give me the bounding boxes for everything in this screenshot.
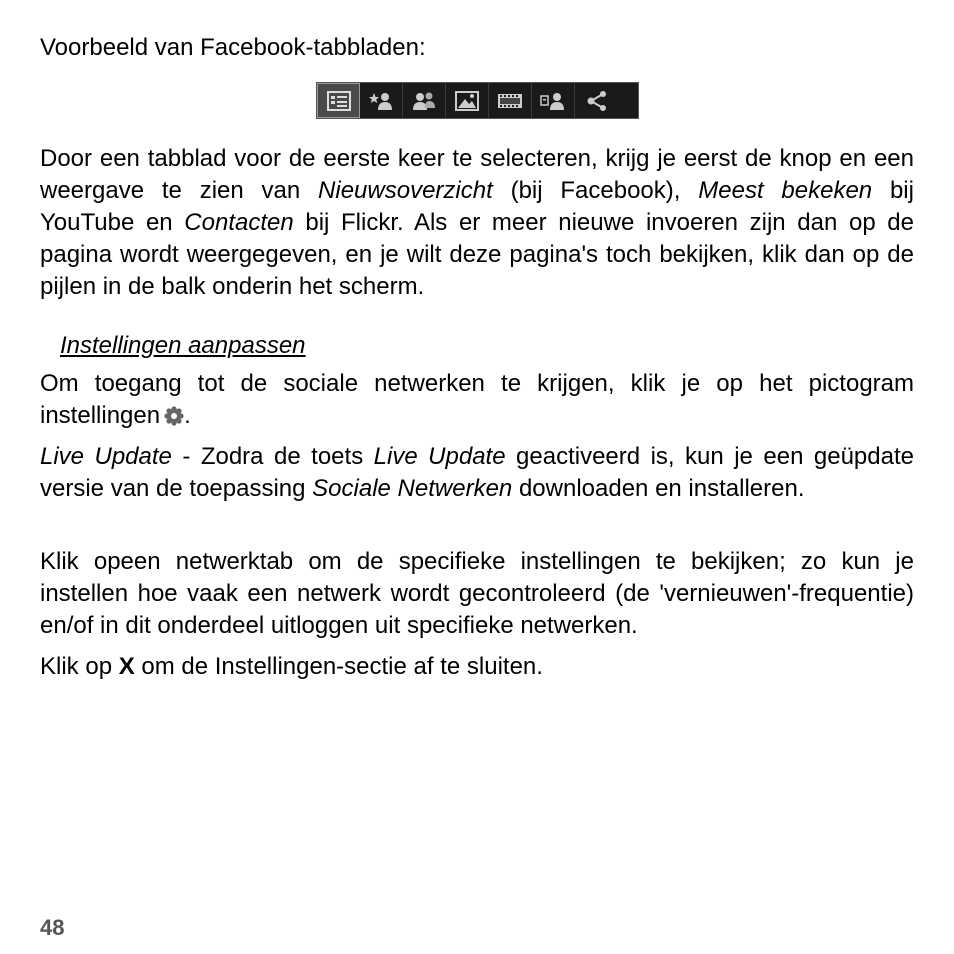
profile-icon: [540, 90, 566, 112]
tab-share[interactable]: [575, 83, 618, 118]
paragraph-close-settings: [40, 651, 914, 683]
close-key-x: X: [118, 653, 135, 680]
paragraph-network-tab: Klik opeen netwerktab om de specifieke instellingen te bekijken; zo kun je instellen hoe vaak een netwerk wordt gecontroleerd (de 'vernieuwen'-frequentie) en/of in dit onderdeel uitloggen uit specifieke netwerken.: [40, 548, 914, 639]
emphasis-meest-bekeken: Meest bekeken: [698, 177, 873, 204]
tab-profile[interactable]: [532, 83, 575, 118]
text: bij Flickr. Als er meer nieuwe invoeren zijn dan op de pagina wordt weergegeven, en je wilt deze pagina's toch bekijken, klik dan op de pijlen in de balk onderin het scherm.: [40, 209, 915, 300]
photo-icon: [454, 90, 480, 112]
share-icon: [584, 90, 610, 112]
text: - Zodra de toets: [171, 443, 374, 470]
text: .: [184, 402, 191, 429]
paragraph-tabs-explanation: [40, 143, 914, 303]
friends-icon: [411, 90, 437, 112]
text: (bij Facebook),: [492, 177, 699, 204]
text: Klik op: [40, 653, 119, 680]
favorite-person-icon: [368, 90, 394, 112]
facebook-tab-bar: [316, 82, 639, 119]
news-feed-icon: [326, 90, 352, 112]
section-heading: Instellingen aanpassen: [60, 332, 306, 359]
emphasis-contacten: Contacten: [184, 209, 294, 236]
text: geactiveerd is, kun je een geüpdate versie van de toepassing: [40, 443, 914, 502]
text: om de Instellingen-sectie af te sluiten.: [134, 653, 543, 680]
emphasis-sociale-netwerken: Sociale Netwerken: [312, 475, 513, 502]
emphasis-live-update: Live Update: [40, 443, 172, 470]
tab-friends[interactable]: [403, 83, 446, 118]
emphasis-nieuwsoverzicht: Nieuwsoverzicht: [318, 177, 493, 204]
paragraph-live-update: [40, 441, 914, 505]
tab-photos[interactable]: [446, 83, 489, 118]
tab-favorites[interactable]: [360, 83, 403, 118]
paragraph-settings-access: [40, 368, 914, 432]
emphasis-live-update: Live Update: [373, 443, 506, 470]
text: Om toegang tot de sociale netwerken te krijgen, klik je op het pictogram instellingen: [40, 370, 914, 429]
settings-gear-icon: [164, 403, 184, 423]
tab-news-feed[interactable]: [317, 83, 360, 118]
text: bij YouTube en: [40, 177, 914, 236]
text: downloaden en installeren.: [512, 475, 805, 502]
page-number: 48: [40, 915, 65, 940]
tab-videos[interactable]: [489, 83, 532, 118]
video-icon: [497, 90, 523, 112]
text: Door een tabblad voor de eerste keer te selecteren, krijg je eerst de knop en een weergave te zien van: [40, 145, 914, 204]
tabs-caption: Voorbeeld van Facebook-tabbladen:: [40, 34, 426, 61]
